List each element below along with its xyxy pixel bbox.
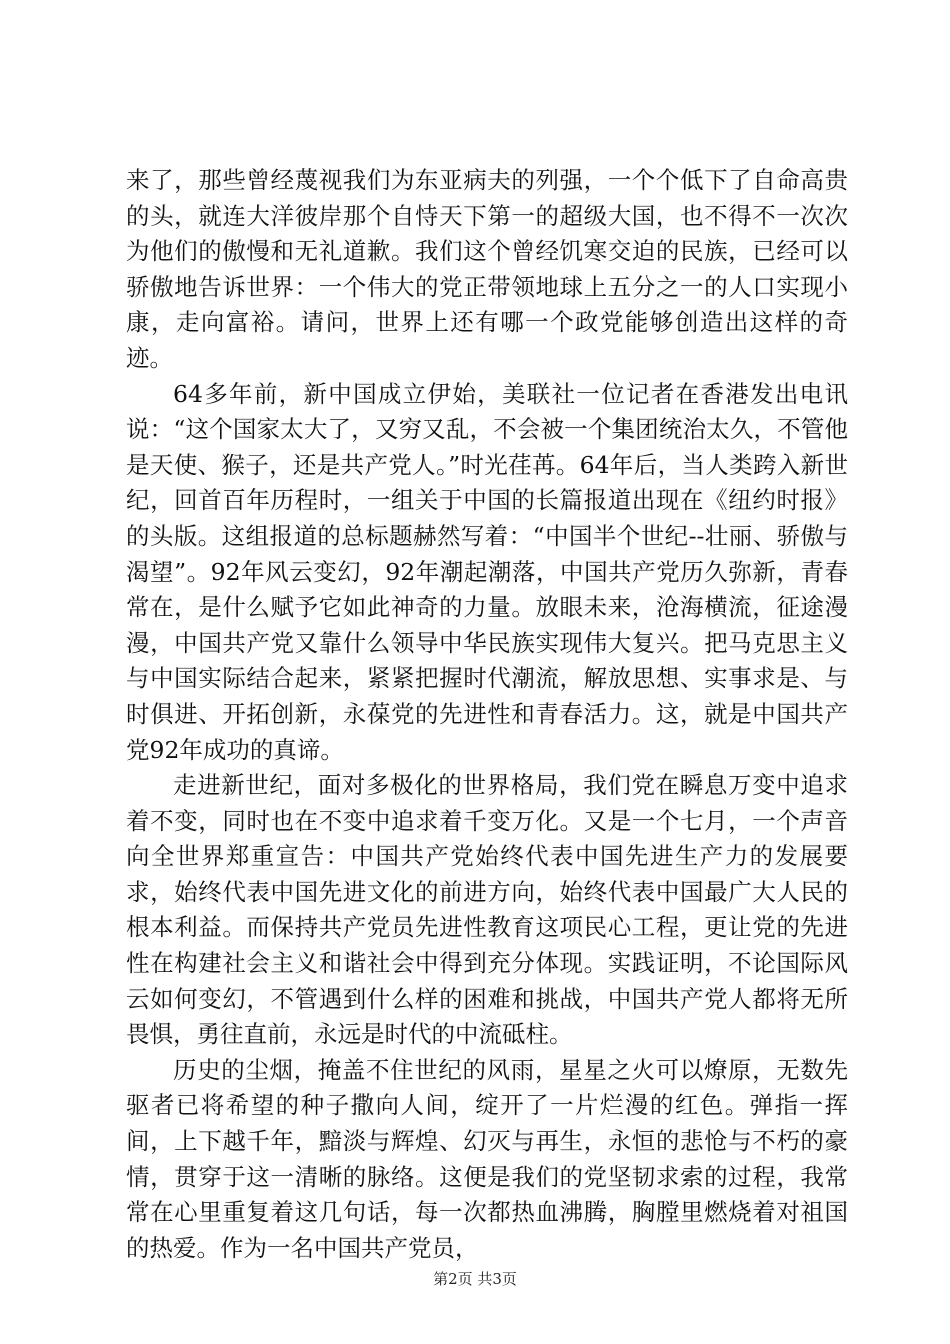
paragraph-2: 64多年前，新中国成立伊始，美联社一位记者在香港发出电讯说：“这个国家太大了，又穷又乱，不会被一个集团统治太久，不管他是天使、猴子，还是共产党人。”时光荏苒。64年后，当人类跨入新世纪，回首百年历程时，一组关于中国的长篇报道出现在《纽约时报》的头版。这组报道的总标题赫然写着：“中国半个世纪--壮丽、骄傲与渴望”。92年风云变幻，92年潮起潮落，中国共产党历久弥新，青春常在，是什么赋予它如此神奇的力量。放眼未来，沧海横流，征途漫漫，中国共产党又靠什么领导中华民族实现伟大复兴。把马克思主义与中国实际结合起来，紧紧把握时代潮流，解放思想、实事求是、与时俱进、开拓创新，永葆党的先进性和青春活力。这，就是中国共产党92年成功的真谛。 <box>126 379 848 764</box>
page-footer: 第2页 共3页 <box>433 1270 517 1288</box>
paragraph-4: 历史的尘烟，掩盖不住世纪的风雨，星星之火可以燎原，无数先驱者已将希望的种子撒向人间，绽开了一片烂漫的红色。弹指一挥间，上下越千年，黯淡与辉煌、幻灭与再生，永恒的悲怆与不朽的豪情，贯穿于这一清晰的脉络。这便是我们的党坚韧求索的过程，我常常在心里重复着这几句话，每一次都热血沸腾，胸膛里燃烧着对祖国的热爱。作为一名中国共产党员， <box>126 1055 848 1262</box>
paragraph-3: 走进新世纪，面对多极化的世界格局，我们党在瞬息万变中追求着不变，同时也在不变中追求着千变万化。又是一个七月，一个声音向全世界郑重宣告：中国共产党始终代表中国先进生产力的发展要求，始终代表中国先进文化的前进方向，始终代表中国最广大人民的根本利益。而保持共产党员先进性教育这项民心工程，更让党的先进性在构建社会主义和谐社会中得到充分体现。实践证明，不论国际风云如何变幻，不管遇到什么样的困难和挑战，中国共产党人都将无所畏惧，勇往直前，永远是时代的中流砥柱。 <box>126 771 848 1049</box>
paragraph-1: 来了，那些曾经蔑视我们为东亚病夫的列强，一个个低下了自命高贵的头，就连大洋彼岸那个自恃天下第一的超级大国，也不得不一次次为他们的傲慢和无礼道歉。我们这个曾经饥寒交迫的民族，已经可以骄傲地告诉世界：一个伟大的党正带领地球上五分之一的人口实现小康，走向富裕。请问，世界上还有哪一个政党能够创造出这样的奇迹。 <box>126 166 848 372</box>
document-body <box>126 163 848 1266</box>
